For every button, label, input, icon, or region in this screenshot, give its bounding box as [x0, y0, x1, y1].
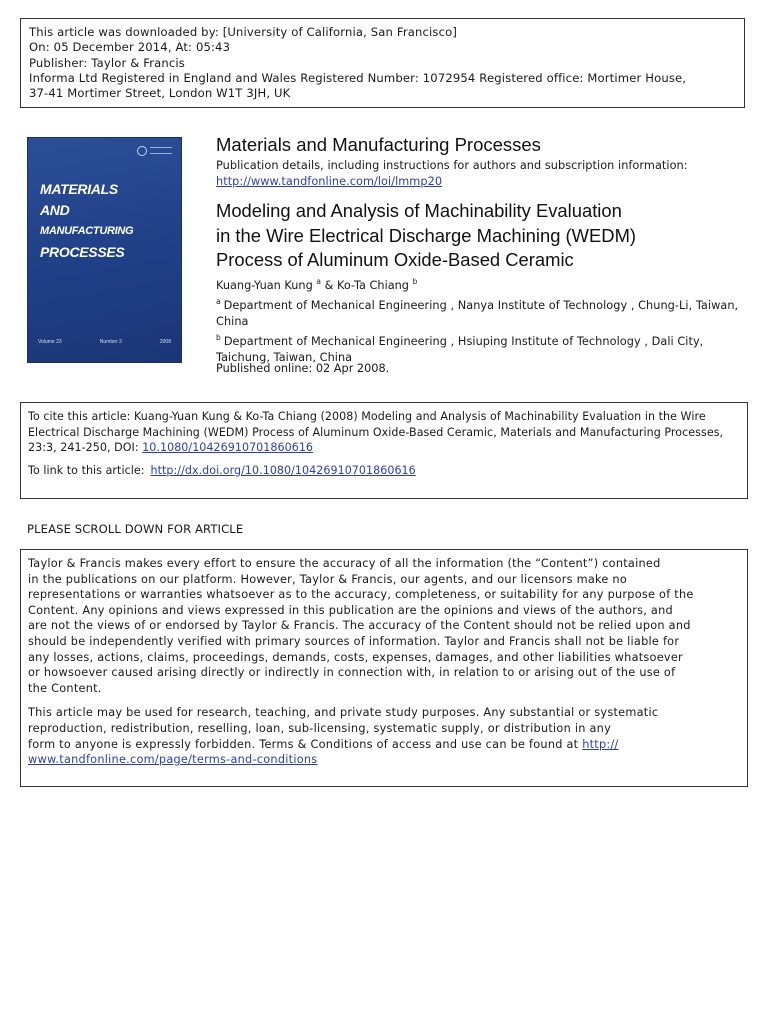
- scroll-down-notice: PLEASE SCROLL DOWN FOR ARTICLE: [27, 522, 244, 536]
- article-doi-url-link[interactable]: http://dx.doi.org/10.1080/10426910701860616: [150, 463, 416, 477]
- publisher-logo-text: [150, 147, 172, 154]
- citation-line-text: 23:3, 241-250, DOI:: [28, 441, 143, 454]
- disclaimer-line: any losses, actions, claims, proceedings, demands, costs, expenses, damages, and other liabilities whatsoever: [28, 650, 683, 664]
- affiliation-mark: b: [216, 333, 221, 342]
- cover-title-line: AND: [40, 202, 70, 218]
- affiliation-text: Department of Mechanical Engineering , Nanya Institute of Technology , Chung-Li, Taiwan, China: [216, 299, 739, 328]
- disclaimer-line: should be independently verified with primary sources of information. Taylor and Francis shall not be liable for: [28, 634, 680, 648]
- download-notice-line: 37-41 Mortimer Street, London W1T 3JH, UK: [29, 86, 291, 101]
- disclaimer-line: [28, 752, 741, 768]
- disclaimer-line: or howsoever caused arising directly or indirectly in connection with, in relation to or arising out of the use of: [28, 666, 676, 680]
- cover-title: [40, 179, 133, 263]
- disclaimer-line: Content. Any opinions and views expressed in this publication are the opinions and views of the authors, and: [28, 603, 673, 617]
- disclaimer-line: Taylor & Francis makes every effort to ensure the accuracy of all the information (the “Content”) contained: [28, 557, 661, 570]
- published-date: Published online: 02 Apr 2008.: [216, 362, 390, 375]
- article-link-row: [28, 463, 741, 479]
- publisher-logo-icon: [137, 146, 147, 156]
- article-title-line: Process of Aluminum Oxide-Based Ceramic: [216, 249, 574, 271]
- author-name: & Ko-Ta Chiang: [324, 279, 409, 292]
- terms-url-link[interactable]: www.tandfonline.com/page/terms-and-conditions: [28, 753, 318, 767]
- disclaimer-line: [28, 737, 741, 753]
- download-notice-line: Informa Ltd Registered in England and Wales Registered Number: 1072954 Registered office: Mortimer House,: [29, 70, 687, 85]
- citation-box: [20, 402, 748, 499]
- journal-title: Materials and Manufacturing Processes: [216, 134, 541, 155]
- cover-year: 2008: [159, 339, 171, 345]
- author-affiliation-mark: b: [412, 277, 418, 286]
- article-title-line: Modeling and Analysis of Machinability Evaluation: [216, 200, 622, 221]
- download-notice-line: On: 05 December 2014, At: 05:43: [29, 40, 231, 55]
- journal-cover-image: [27, 137, 182, 363]
- article-title-line: in the Wire Electrical Discharge Machining (WEDM): [216, 224, 637, 246]
- disclaimer-line: reproduction, redistribution, reselling, loan, sub-licensing, systematic supply, or distribution in any: [28, 721, 611, 735]
- cover-title-line: MATERIALS: [40, 181, 118, 197]
- author-name: Kuang-Yuan Kung: [216, 279, 313, 292]
- author-affiliation-mark: a: [316, 277, 321, 286]
- cover-footer: [38, 339, 171, 345]
- cover-volume: Volume 23: [38, 339, 62, 345]
- disclaimer-line: are not the views of or endorsed by Taylor & Francis. The accuracy of the Content should not be relied upon and: [28, 619, 691, 633]
- citation-line: [28, 440, 741, 456]
- terms-paragraph: [28, 705, 741, 767]
- download-notice-line: This article was downloaded by: [University of California, San Francisco]: [29, 25, 458, 39]
- publication-details: [216, 158, 688, 189]
- authors: [216, 277, 417, 292]
- disclaimer-line-text: form to anyone is expressly forbidden. Terms & Conditions of access and use can be found at: [28, 737, 583, 751]
- disclaimer-line: This article may be used for research, teaching, and private study purposes. Any substantial or systematic: [28, 706, 659, 720]
- disclaimer-paragraph: [28, 556, 741, 696]
- disclaimer-box: [20, 549, 748, 787]
- download-notice-box: [20, 18, 745, 108]
- doi-link[interactable]: 10.1080/10426910701860616: [142, 441, 314, 454]
- citation-line: To cite this article: Kuang-Yuan Kung & Ko-Ta Chiang (2008) Modeling and Analysis of Machinability Evaluation in the Wire: [28, 410, 706, 423]
- affiliation-text: Department of Mechanical Engineering , Hsiuping Institute of Technology , Dali City, Taichung, Taiwan, China: [216, 335, 704, 364]
- terms-url-link-start[interactable]: http://: [582, 737, 619, 751]
- publication-details-text: Publication details, including instructions for authors and subscription information:: [216, 159, 688, 172]
- citation-line: Electrical Discharge Machining (WEDM) Process of Aluminum Oxide-Based Ceramic, Materials and Manufacturing Processes,: [28, 425, 724, 439]
- download-notice-line: Publisher: Taylor & Francis: [29, 55, 185, 70]
- article-title: [216, 199, 636, 273]
- disclaimer-line: the Content.: [28, 681, 102, 695]
- affiliation-a: [216, 294, 746, 329]
- article-link-label: To link to this article:: [28, 463, 145, 477]
- affiliation-b: [216, 330, 746, 365]
- journal-url-link[interactable]: http://www.tandfonline.com/loi/lmmp20: [216, 174, 443, 188]
- affiliation-mark: a: [216, 297, 221, 306]
- disclaimer-line: representations or warranties whatsoever as to the accuracy, completeness, or suitability for any purpose of the: [28, 588, 694, 602]
- cover-number: Number 3: [99, 339, 122, 345]
- disclaimer-line: in the publications on our platform. However, Taylor & Francis, our agents, and our licensors make no: [28, 572, 628, 586]
- cover-title-line: PROCESSES: [40, 244, 125, 260]
- cover-title-line: MANUFACTURING: [40, 225, 134, 237]
